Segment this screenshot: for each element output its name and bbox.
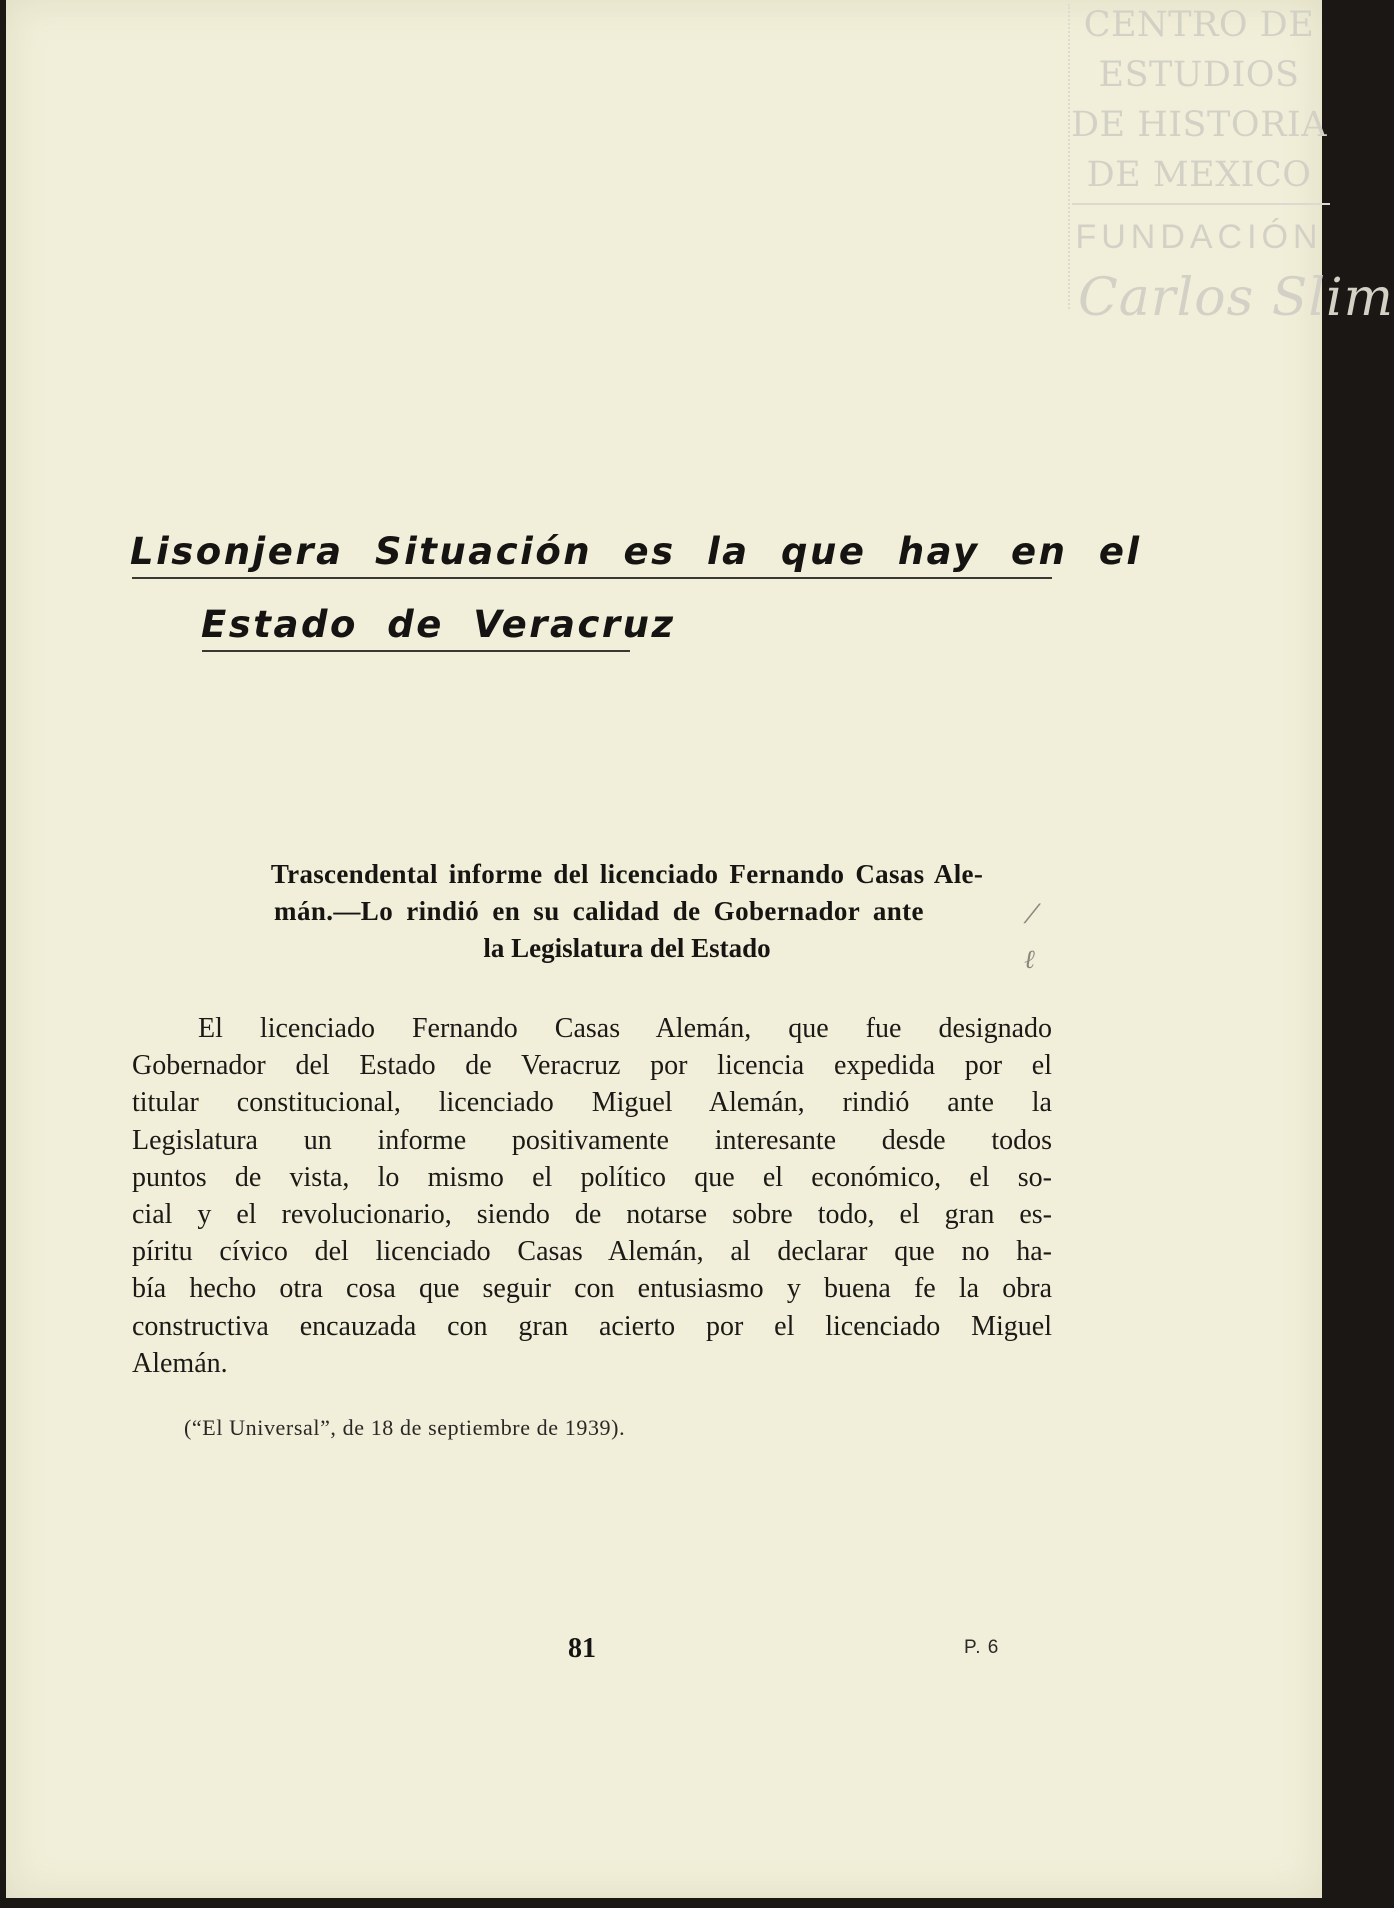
body-line: titular constitucional, licenciado Miguel Alemán, rindió ante la <box>132 1087 1052 1119</box>
watermark-line: DE HISTORIA <box>1070 105 1328 145</box>
watermark-signature: Carlos Slim <box>1078 268 1394 328</box>
watermark-line: ESTUDIOS <box>1098 55 1300 95</box>
pencil-mark: ⁄ <box>1030 900 1035 930</box>
pencil-mark: ℓ <box>1024 945 1035 975</box>
page-reference: P. 6 <box>964 1637 1000 1658</box>
archive-watermark <box>1068 0 1394 330</box>
source-citation: (“El Universal”, de 18 de septiembre de 1939). <box>184 1415 626 1440</box>
title-underline <box>132 577 1052 579</box>
subheading-line: Trascendental informe del licenciado Fernando Casas Ale- <box>270 859 984 889</box>
body-line: píritu cívico del licenciado Casas Alemán, al declarar que no ha- <box>132 1236 1052 1268</box>
title-underline <box>202 650 630 652</box>
article-title-line-1: Lisonjera Situación es la que hay en el <box>130 530 1142 573</box>
watermark-line: CENTRO DE <box>1083 5 1315 45</box>
article-body <box>132 1010 1052 1382</box>
subheading-line: la Legislatura del Estado <box>483 933 771 963</box>
watermark-divider <box>1068 4 1070 309</box>
body-line: puntos de vista, lo mismo el político que el económico, el so- <box>132 1161 1052 1193</box>
page-number: 81 <box>568 1633 596 1664</box>
body-line: Gobernador del Estado de Veracruz por licencia expedida por el <box>132 1050 1052 1082</box>
watermark-rule <box>1072 203 1330 205</box>
article-title-line-2: Estado de Veracruz <box>201 603 676 646</box>
watermark-line: DE MEXICO <box>1086 155 1312 195</box>
watermark-foundation: FUNDACIÓN <box>1075 218 1323 256</box>
body-line: cial y el revolucionario, siendo de notarse sobre todo, el gran es- <box>132 1199 1052 1231</box>
body-line: bía hecho otra cosa que seguir con entusiasmo y buena fe la obra <box>132 1273 1052 1305</box>
body-line: Legislatura un informe positivamente interesante desde todos <box>132 1124 1052 1156</box>
subheading-line: mán.—Lo rindió en su calidad de Gobernador ante <box>274 896 924 926</box>
body-line: constructiva encauzada con gran acierto por el licenciado Miguel <box>132 1310 1052 1342</box>
body-line: El licenciado Fernando Casas Alemán, que fue designado <box>198 1013 1052 1044</box>
article-subheading <box>192 856 1062 967</box>
body-line: Alemán. <box>132 1347 228 1379</box>
document-page <box>6 0 1394 1898</box>
